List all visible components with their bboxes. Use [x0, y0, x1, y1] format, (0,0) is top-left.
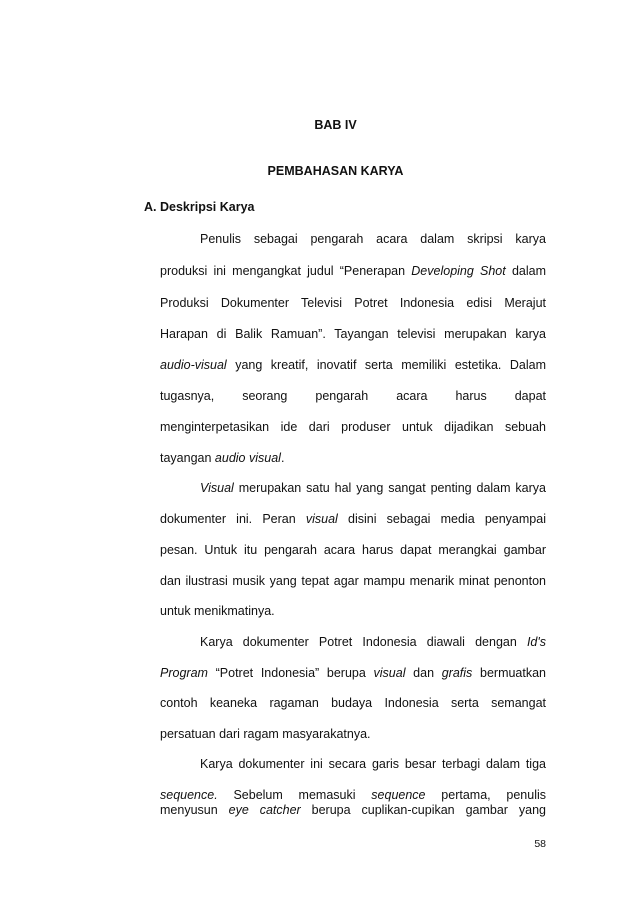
text-line [160, 327, 546, 341]
text-line [160, 264, 546, 278]
text-line [160, 420, 546, 434]
italic-term: audio-visual [160, 358, 227, 372]
text-run: “Potret Indonesia” berupa [207, 666, 374, 680]
chapter-heading: BAB IV [314, 118, 357, 132]
text-run: untuk menikmatinya. [160, 604, 275, 618]
italic-term: eye catcher [228, 803, 301, 817]
text-line [160, 296, 546, 310]
section-heading: A. Deskripsi Karya [144, 200, 255, 214]
page-number: 58 [534, 838, 546, 850]
text-line [160, 574, 546, 588]
text-line [160, 543, 546, 557]
text-line [160, 757, 546, 771]
italic-term: audio visual [214, 451, 281, 465]
text-run: dan ilustrasi musik yang tepat agar mampu menarik minat penonton [160, 574, 546, 588]
text-line [160, 481, 546, 495]
text-run: disini sebagai media penyampai [337, 512, 546, 526]
text-line [160, 803, 546, 817]
text-run: dan [405, 666, 442, 680]
text-run: berupa cuplikan-cupikan gambar yang [300, 803, 546, 817]
text-run: merupakan satu hal yang sangat penting dalam karya [233, 481, 546, 495]
text-run: Karya dokumenter Potret Indonesia diawali dengan [200, 635, 527, 649]
chapter-title: PEMBAHASAN KARYA [267, 164, 404, 178]
text-run: menyusun [160, 803, 229, 817]
italic-term: visual [373, 666, 406, 680]
text-run: bermuatkan [472, 666, 547, 680]
text-run: persatuan dari ragam masyarakatnya. [160, 727, 371, 741]
text-line [160, 389, 546, 403]
text-run: tayangan [160, 451, 215, 465]
text-run: produksi ini mengangkat judul “Penerapan [160, 264, 412, 278]
text-line [160, 358, 546, 372]
text-line [160, 451, 546, 465]
text-line [160, 666, 546, 680]
text-run: . [280, 451, 285, 465]
italic-term: grafis [441, 666, 473, 680]
text-run: Harapan di Balik Ramuan”. Tayangan televisi merupakan karya [160, 327, 546, 341]
italic-term: sequence [371, 788, 426, 802]
italic-term: visual [305, 512, 338, 526]
text-line [160, 696, 546, 710]
text-line [160, 232, 546, 246]
text-run: tugasnya, seorang pengarah acara harus dapat [160, 389, 546, 403]
italic-term: Visual [200, 481, 234, 495]
text-run: dokumenter ini. Peran [160, 512, 306, 526]
text-line [160, 788, 546, 802]
text-run: Produksi Dokumenter Televisi Potret Indonesia edisi Merajut [160, 296, 546, 310]
text-run: contoh keaneka ragaman budaya Indonesia serta semangat [160, 696, 546, 710]
text-run: dalam [505, 264, 546, 278]
italic-term: Developing Shot [411, 264, 506, 278]
text-run: Sebelum memasuki [217, 788, 372, 802]
text-run: menginterpetasikan ide dari produser untuk dijadikan sebuah [160, 420, 546, 434]
italic-term: sequence. [160, 788, 218, 802]
text-run: pesan. Untuk itu pengarah acara harus dapat merangkai gambar [160, 543, 546, 557]
text-line [160, 512, 546, 526]
text-line [160, 727, 546, 741]
text-run: pertama, penulis [425, 788, 546, 802]
text-line [160, 635, 546, 649]
text-line [160, 604, 546, 618]
text-run: Penulis sebagai pengarah acara dalam skripsi karya [200, 232, 546, 246]
text-run: Karya dokumenter ini secara garis besar terbagi dalam tiga [200, 757, 546, 771]
italic-term: Program [160, 666, 208, 680]
italic-term: Id's [526, 635, 546, 649]
text-run: yang kreatif, inovatif serta memiliki estetika. Dalam [226, 358, 546, 372]
